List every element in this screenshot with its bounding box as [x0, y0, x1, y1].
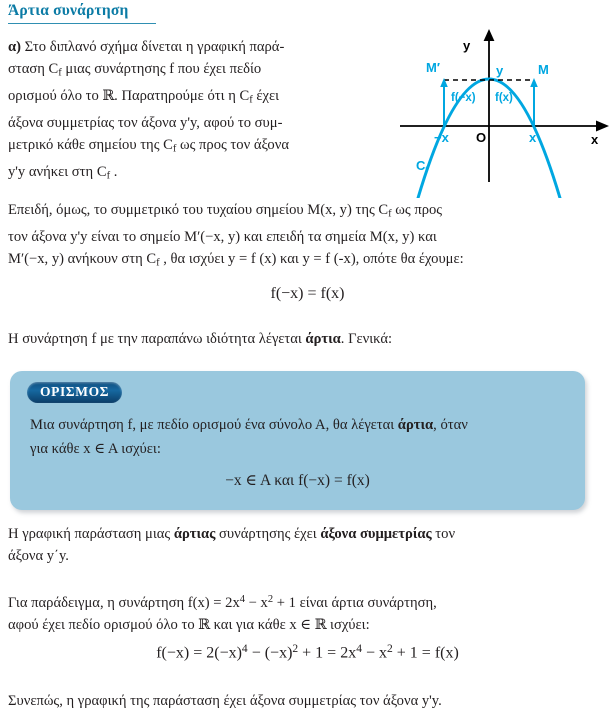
eq2-p5: + 1 = f(x) — [392, 644, 459, 662]
definition-badge: ΟΡΙΣΜΟΣ — [27, 382, 122, 403]
para-a-line6b: . — [110, 164, 118, 181]
para-c-bold-artia: άρτια — [305, 331, 341, 347]
para-e-line1a: Για παράδειγμα, η συνάρτηση f(x) = 2x — [8, 595, 240, 612]
para-e-realset-1: ℝ — [198, 616, 210, 634]
para-a-line3a: ορισμού όλο το — [8, 88, 103, 105]
para-a-line3b: . Παρατηρούμε ότι η C — [114, 88, 250, 105]
curve-name-label — [416, 158, 429, 174]
definition-body-text — [30, 413, 570, 461]
para-e-line1b: − x — [245, 595, 268, 612]
eq2-s4: 2 — [387, 643, 393, 655]
x-axis-arrowhead — [596, 121, 609, 132]
para-b-sub2: f — [156, 257, 160, 269]
y-value-label: y — [496, 63, 504, 78]
point-m-prime-label: M′ — [426, 60, 440, 75]
para-e-realset-2: ℝ — [314, 616, 327, 634]
para-b-line3b: , θα ισχύει y = f (x) και y = f (-x), οπότε θα έχουμε: — [159, 251, 464, 268]
definition-callout-box — [10, 371, 585, 510]
para-e-line2b: και για κάθε x ∈ — [209, 617, 315, 634]
point-m-label: M — [538, 62, 549, 77]
para-b-line2: τον άξονα y'y είναι το σημείο M′(−x, y) και επειδή τα σημεία M(x, y) και — [8, 228, 437, 245]
definition-line2: για κάθε x ∈ A ισχύει: — [30, 441, 161, 457]
para-e-line2a: αφού έχει πεδίο ορισμού όλο το — [8, 617, 199, 634]
page-title: Άρτια συνάρτηση — [8, 2, 129, 19]
para-a-sub1: f — [58, 67, 62, 79]
para-a-line5a: μετρικό κάθε σημείου της C — [8, 137, 173, 154]
eq2-p1: f(−x) = 2(−x) — [156, 644, 242, 662]
definition-line1a: Μια συνάρτηση f, με πεδίο ορισμού ένα σύνολο Α, θα λέγεται — [30, 417, 398, 433]
f-neg-x-label: f(−x) — [451, 92, 476, 104]
para-c-text-b: . Γενικά: — [340, 331, 393, 347]
para-b-sub1: f — [388, 208, 392, 220]
para-a-line1: Στο διπλανό σχήμα δίνεται η γραφική παρά- — [24, 39, 285, 55]
para-e-line2c: ισχύει: — [326, 617, 370, 634]
f-x-label: f(x) — [495, 92, 513, 104]
equation-even-definition: f(−x) = f(x) — [270, 285, 345, 302]
tick-x-label: x — [529, 130, 537, 145]
y-axis-label: y — [463, 38, 471, 53]
eq2-p2: − (−x) — [247, 644, 293, 662]
y-axis-arrowhead — [484, 29, 495, 41]
paragraph-naming — [8, 328, 608, 350]
tick-neg-x-label: −x — [434, 130, 449, 145]
para-d-bold-artias: άρτιας — [173, 526, 216, 542]
para-a-line5b: ως προς τον άξονα — [176, 137, 289, 154]
eq2-s2: 2 — [292, 643, 299, 655]
para-d-bold-axis: άξονα συμμετρίας — [320, 526, 432, 542]
para-a-sub2: f — [249, 94, 253, 106]
para-a-sub3: f — [172, 143, 177, 155]
eq2-p3: + 1 = 2x — [298, 644, 357, 662]
equation-example-verification — [0, 643, 615, 663]
definition-line1b: , όταν — [433, 417, 468, 433]
even-function-figure — [398, 22, 615, 198]
definition-bold-artia: άρτια — [397, 417, 434, 433]
fx-arrowhead — [530, 78, 538, 87]
paragraph-conclusion: Συνεπώς, η γραφική της παράσταση έχει άξονα συμμετρίας τον άξονα y'y. — [8, 693, 442, 709]
para-d-line1c: τον — [431, 526, 456, 542]
paragraph-symmetry-axis — [8, 523, 608, 567]
para-b-line1a: Επειδή, όμως, το συμμετρικό του τυχαίου σημείου M(x, y) της C — [8, 202, 389, 218]
eq2-p4: − x — [361, 644, 387, 662]
para-a-line3c: έχει — [252, 88, 280, 105]
eq2-s3: 4 — [356, 643, 362, 655]
definition-equation: −x ∈ A και f(−x) = f(x) — [225, 472, 370, 489]
para-b-line3a: M′(−x, y) ανήκουν στη C — [8, 251, 157, 268]
paragraph-derivation — [8, 199, 608, 275]
paragraph-marker: α) — [8, 39, 22, 55]
para-d-line1a: Η γραφική παράσταση μιας — [8, 526, 174, 542]
para-e-sup1: 4 — [239, 594, 246, 605]
origin-label: O — [476, 130, 487, 145]
para-c-text-a: Η συνάρτηση f με την παραπάνω ιδιότητα λέγεται — [8, 331, 306, 347]
para-a-realset-1: ℝ — [102, 87, 115, 105]
para-a-sub4: f — [106, 170, 111, 182]
para-e-line1c: + 1 είναι άρτια συνάρτηση, — [273, 595, 437, 612]
eq2-s1: 4 — [241, 643, 248, 655]
paragraph-intro — [8, 36, 393, 188]
para-a-line4: άξονα συμμετρίας τον άξονα y'y, αφού το συμ- — [8, 115, 283, 132]
para-b-line1b: ως προς — [391, 202, 443, 218]
para-a-line6a: y'y ανήκει στη C — [8, 164, 107, 181]
para-d-line1b: συνάρτησης έχει — [215, 526, 321, 542]
title-underline-rule — [8, 23, 156, 24]
paragraph-example — [8, 589, 608, 636]
x-axis-label: x — [591, 132, 599, 147]
para-a-line2b: μιας συνάρτησης f που έχει πεδίο — [61, 61, 262, 78]
para-d-line2: άξονα y΄y. — [8, 548, 69, 565]
curve-name-c: C — [416, 158, 426, 173]
figure-svg — [398, 22, 615, 198]
para-a-line2a: σταση C — [8, 61, 59, 78]
para-e-sup2: 2 — [267, 594, 274, 605]
curve-name-subscript: f — [425, 164, 429, 175]
